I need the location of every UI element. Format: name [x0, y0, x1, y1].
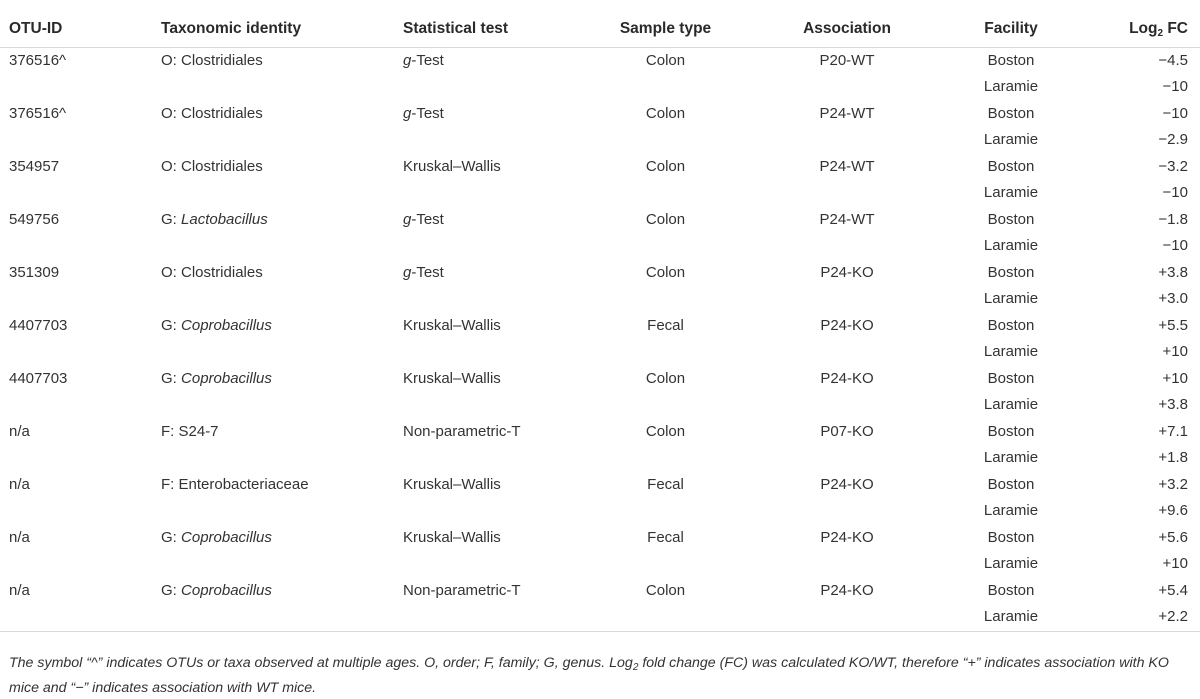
log2-fc-cell: −2.9 — [1158, 131, 1188, 149]
statistical-test-cell — [403, 578, 578, 605]
otu-id-cell: 376516^ — [9, 51, 67, 69]
empty-cell — [0, 233, 161, 260]
test-name: -Test — [411, 263, 444, 281]
header-fc-suffix: FC — [1163, 20, 1188, 37]
empty-cell — [161, 445, 403, 472]
log2-fc-cell: −4.5 — [1158, 51, 1188, 69]
empty-cell — [403, 339, 578, 366]
otu-id-cell: 4407703 — [9, 316, 68, 334]
empty-cell — [0, 286, 161, 313]
taxon-name: Lactobacillus — [181, 210, 268, 228]
log2-fc-cell: −10 — [1162, 78, 1188, 96]
taxonomic-identity-cell — [161, 260, 403, 287]
taxonomic-identity-cell — [161, 313, 403, 340]
header-sample-type: Sample type — [578, 9, 753, 47]
statistical-test-cell — [403, 260, 578, 287]
association-cell: P07-KO — [820, 422, 874, 440]
table-row — [0, 74, 1200, 101]
header-association: Association — [753, 9, 941, 47]
table-row — [0, 233, 1200, 260]
empty-cell — [161, 498, 403, 525]
taxonomic-identity-cell — [161, 47, 403, 74]
empty-cell — [0, 445, 161, 472]
taxon-rank-prefix: O: — [161, 51, 182, 69]
facility-cell: Laramie — [983, 290, 1039, 308]
statistical-test-cell — [403, 47, 578, 74]
log2-fc-cell: +3.2 — [1158, 475, 1188, 493]
log2-fc-cell: +10 — [1162, 369, 1188, 387]
sample-type-cell: Colon — [645, 369, 686, 387]
table-row — [0, 260, 1200, 287]
facility-cell: Laramie — [983, 396, 1039, 414]
otu-id-cell: 549756 — [9, 210, 60, 228]
taxonomic-identity-cell — [161, 472, 403, 499]
facility-cell: Boston — [987, 51, 1035, 69]
association-cell: P24-WT — [819, 104, 875, 122]
header-statistical-test: Statistical test — [403, 9, 578, 47]
facility-cell: Laramie — [983, 184, 1039, 202]
taxon-rank-prefix: G: — [161, 210, 182, 228]
log2-fc-cell: −10 — [1162, 104, 1188, 122]
empty-cell — [161, 286, 403, 313]
empty-cell — [161, 74, 403, 101]
empty-cell — [403, 233, 578, 260]
test-italic-part: g — [403, 263, 412, 281]
otu-id-cell: n/a — [9, 422, 30, 440]
empty-cell — [161, 604, 403, 631]
header-fc-prefix: Log — [1129, 20, 1158, 37]
log2-fc-cell: +9.6 — [1158, 502, 1188, 520]
log2-fc-cell: +3.0 — [1158, 290, 1188, 308]
table-row — [0, 392, 1200, 419]
empty-cell — [753, 127, 941, 154]
empty-cell — [403, 551, 578, 578]
facility-cell: Boston — [987, 528, 1035, 546]
statistical-test-cell — [403, 419, 578, 446]
facility-cell: Boston — [987, 263, 1035, 281]
empty-cell — [161, 233, 403, 260]
empty-cell — [161, 127, 403, 154]
sample-type-cell: Fecal — [647, 528, 684, 546]
association-cell: P24-KO — [820, 316, 874, 334]
sample-type-cell: Colon — [645, 263, 686, 281]
table-row — [0, 472, 1200, 499]
header-log2-fc — [1081, 9, 1200, 47]
table-row — [0, 604, 1200, 631]
taxonomic-identity-cell — [161, 207, 403, 234]
taxon-rank-prefix: O: — [161, 157, 182, 175]
facility-cell: Laramie — [983, 131, 1039, 149]
facility-cell: Laramie — [983, 449, 1039, 467]
empty-cell — [0, 551, 161, 578]
empty-cell — [578, 445, 753, 472]
empty-cell — [578, 286, 753, 313]
empty-cell — [403, 180, 578, 207]
taxon-rank-prefix: O: — [161, 263, 182, 281]
test-name: Non-parametric-T — [403, 581, 521, 599]
table-row — [0, 154, 1200, 181]
taxon-name: Clostridiales — [181, 157, 263, 175]
empty-cell — [753, 339, 941, 366]
log2-fc-cell: −10 — [1162, 237, 1188, 255]
sample-type-cell: Colon — [645, 51, 686, 69]
header-fc-subscript: 2 — [1157, 28, 1164, 39]
test-name: -Test — [411, 104, 444, 122]
empty-cell — [753, 74, 941, 101]
sample-type-cell: Colon — [645, 581, 686, 599]
table-row — [0, 419, 1200, 446]
table-footnote — [9, 653, 1194, 699]
facility-cell: Boston — [987, 210, 1035, 228]
table-row — [0, 180, 1200, 207]
log2-fc-cell: +7.1 — [1158, 422, 1188, 440]
facility-cell: Laramie — [941, 604, 1081, 631]
table-body — [0, 47, 1200, 631]
otu-id-cell: n/a — [9, 475, 30, 493]
sample-type-cell: Colon — [645, 157, 686, 175]
facility-cell: Boston — [987, 316, 1035, 334]
taxon-name: Coprobacillus — [181, 581, 272, 599]
facility-cell: Boston — [987, 475, 1035, 493]
taxon-rank-prefix: G: — [161, 581, 182, 599]
empty-cell — [578, 74, 753, 101]
test-name: Kruskal–Wallis — [403, 316, 501, 334]
otu-id-cell: n/a — [9, 581, 30, 599]
data-table-container — [0, 9, 1200, 632]
table-row — [0, 47, 1200, 74]
empty-cell — [0, 498, 161, 525]
empty-cell — [0, 180, 161, 207]
empty-cell — [753, 604, 941, 631]
empty-cell — [753, 498, 941, 525]
association-cell: P24-KO — [820, 475, 874, 493]
taxon-rank-prefix: G: — [161, 369, 182, 387]
footnote-text-1: The symbol “^” indicates OTUs or taxa observed at multiple ages. O, order; F, family; G, genus. Log — [9, 655, 633, 671]
header-row — [0, 9, 1200, 47]
empty-cell — [0, 339, 161, 366]
test-italic-part: g — [403, 210, 412, 228]
statistical-test-cell — [403, 472, 578, 499]
empty-cell — [578, 498, 753, 525]
taxonomic-identity-cell — [161, 101, 403, 128]
sample-type-cell: Colon — [645, 104, 686, 122]
taxon-rank-prefix: F: — [161, 422, 179, 440]
taxon-name: Enterobacteriaceae — [178, 475, 309, 493]
test-name: Kruskal–Wallis — [403, 475, 501, 493]
test-name: Kruskal–Wallis — [403, 528, 501, 546]
log2-fc-cell: +1.8 — [1158, 449, 1188, 467]
taxonomic-identity-cell — [161, 366, 403, 393]
test-italic-part: g — [403, 104, 412, 122]
taxon-name: Coprobacillus — [181, 369, 272, 387]
association-cell: P24-WT — [819, 157, 875, 175]
test-name: Non-parametric-T — [403, 422, 521, 440]
log2-fc-cell: +10 — [1162, 555, 1188, 573]
log2-fc-cell: −3.2 — [1158, 157, 1188, 175]
empty-cell — [161, 180, 403, 207]
association-cell: P24-KO — [820, 581, 874, 599]
taxon-name: Clostridiales — [181, 51, 263, 69]
empty-cell — [403, 127, 578, 154]
taxon-name: Coprobacillus — [181, 316, 272, 334]
empty-cell — [0, 74, 161, 101]
otu-id-cell: 351309 — [9, 263, 60, 281]
empty-cell — [578, 551, 753, 578]
empty-cell — [578, 127, 753, 154]
test-name: -Test — [411, 51, 444, 69]
table-row — [0, 445, 1200, 472]
facility-cell: Laramie — [983, 237, 1039, 255]
log2-fc-cell: +5.6 — [1158, 528, 1188, 546]
empty-cell — [578, 339, 753, 366]
facility-cell: Laramie — [983, 555, 1039, 573]
empty-cell — [753, 445, 941, 472]
empty-cell — [161, 339, 403, 366]
association-cell: P24-KO — [820, 263, 874, 281]
otu-id-cell: 4407703 — [9, 369, 68, 387]
empty-cell — [0, 392, 161, 419]
empty-cell — [161, 392, 403, 419]
association-cell: P20-WT — [819, 51, 875, 69]
taxon-rank-prefix: G: — [161, 316, 182, 334]
taxonomic-identity-cell — [161, 525, 403, 552]
association-cell: P24-WT — [819, 210, 875, 228]
empty-cell — [403, 392, 578, 419]
table-row — [0, 339, 1200, 366]
facility-cell: Boston — [987, 422, 1035, 440]
taxon-name: S24-7 — [178, 422, 219, 440]
test-name: Kruskal–Wallis — [403, 369, 501, 387]
header-taxonomic-identity: Taxonomic identity — [161, 9, 403, 47]
log2-fc-cell: −1.8 — [1158, 210, 1188, 228]
empty-cell — [403, 74, 578, 101]
empty-cell — [0, 127, 161, 154]
table-row — [0, 127, 1200, 154]
statistical-test-cell — [403, 366, 578, 393]
table-row — [0, 101, 1200, 128]
log2-fc-cell: +5.5 — [1158, 316, 1188, 334]
test-italic-part: g — [403, 51, 412, 69]
table-row — [0, 551, 1200, 578]
empty-cell — [753, 286, 941, 313]
empty-cell — [578, 233, 753, 260]
table-row — [0, 366, 1200, 393]
taxonomic-identity-cell — [161, 154, 403, 181]
log2-fc-cell: +3.8 — [1158, 263, 1188, 281]
log2-fc-cell: +10 — [1162, 343, 1188, 361]
statistical-test-cell — [403, 313, 578, 340]
header-facility: Facility — [941, 9, 1081, 47]
table-row — [0, 286, 1200, 313]
empty-cell — [578, 392, 753, 419]
facility-cell: Boston — [987, 104, 1035, 122]
association-cell: P24-KO — [820, 369, 874, 387]
sample-type-cell: Fecal — [647, 316, 684, 334]
sample-type-cell: Colon — [645, 422, 686, 440]
test-name: Kruskal–Wallis — [403, 157, 501, 175]
log2-fc-cell: +5.4 — [1158, 581, 1188, 599]
taxon-rank-prefix: G: — [161, 528, 182, 546]
table-row — [0, 313, 1200, 340]
empty-cell — [0, 604, 161, 631]
log2-fc-cell: +2.2 — [1081, 604, 1200, 631]
association-cell: P24-KO — [820, 528, 874, 546]
log2-fc-cell: +3.8 — [1158, 396, 1188, 414]
statistical-test-cell — [403, 207, 578, 234]
otu-id-cell: 354957 — [9, 157, 60, 175]
taxon-rank-prefix: F: — [161, 475, 179, 493]
empty-cell — [578, 180, 753, 207]
taxon-name: Clostridiales — [181, 104, 263, 122]
taxon-name: Clostridiales — [181, 263, 263, 281]
table-row — [0, 525, 1200, 552]
taxon-rank-prefix: O: — [161, 104, 182, 122]
facility-cell: Laramie — [983, 502, 1039, 520]
empty-cell — [753, 180, 941, 207]
header-otu-id: OTU-ID — [0, 9, 161, 47]
statistical-test-cell — [403, 101, 578, 128]
taxonomic-identity-cell — [161, 578, 403, 605]
statistical-test-cell — [403, 154, 578, 181]
empty-cell — [403, 445, 578, 472]
facility-cell: Laramie — [983, 343, 1039, 361]
otu-id-cell: n/a — [9, 528, 30, 546]
otu-association-table — [0, 9, 1200, 632]
sample-type-cell: Colon — [645, 210, 686, 228]
otu-id-cell: 376516^ — [9, 104, 67, 122]
empty-cell — [753, 551, 941, 578]
sample-type-cell: Fecal — [647, 475, 684, 493]
empty-cell — [578, 604, 753, 631]
taxonomic-identity-cell — [161, 419, 403, 446]
empty-cell — [403, 286, 578, 313]
taxon-name: Coprobacillus — [181, 528, 272, 546]
table-row — [0, 207, 1200, 234]
empty-cell — [403, 498, 578, 525]
empty-cell — [753, 392, 941, 419]
facility-cell: Boston — [987, 157, 1035, 175]
facility-cell: Boston — [987, 581, 1035, 599]
facility-cell: Boston — [987, 369, 1035, 387]
table-row — [0, 498, 1200, 525]
empty-cell — [161, 551, 403, 578]
empty-cell — [403, 604, 578, 631]
test-name: -Test — [411, 210, 444, 228]
facility-cell: Laramie — [983, 78, 1039, 96]
table-row — [0, 578, 1200, 605]
statistical-test-cell — [403, 525, 578, 552]
empty-cell — [753, 233, 941, 260]
log2-fc-cell: −10 — [1162, 184, 1188, 202]
footnote-text-2: fold change (FC) was calculated KO/WT, therefore “+” indicates association with KO mice and “−” indicates association with WT mice. — [9, 655, 1169, 696]
footnote-subscript: 2 — [632, 662, 639, 673]
